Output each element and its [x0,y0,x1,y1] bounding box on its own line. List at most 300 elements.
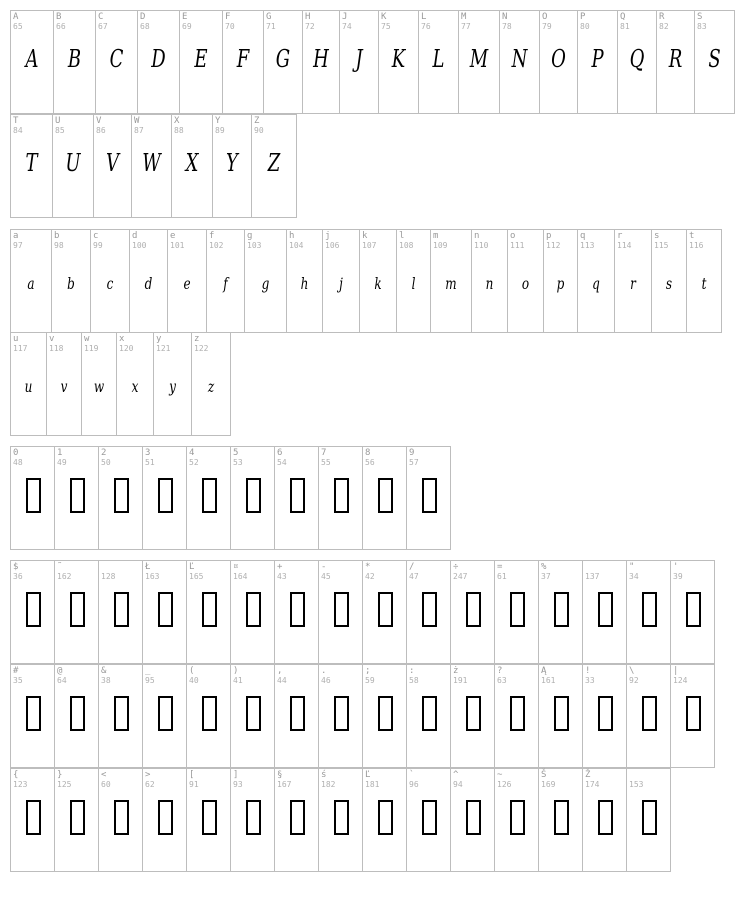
glyph-sample: T [25,149,38,177]
glyph-cell [671,665,715,768]
glyph-sample: K [391,45,406,73]
glyph-cell [319,665,363,768]
glyph-code-label: 84 [13,126,23,135]
glyph-cell [363,665,407,768]
glyph-code-label: 75 [381,22,391,31]
glyph-character-label: $ [13,562,19,572]
glyph-code-label: 70 [225,22,235,31]
glyph-code-label: 55 [321,458,331,467]
glyph-code-label: 100 [132,241,147,250]
glyph-code-label: 137 [585,572,600,581]
glyph-character-label: 2 [101,448,107,458]
glyph-character-label: 0 [13,448,19,458]
glyph-sample: m [445,274,457,293]
glyph-cell [539,769,583,872]
glyph-code-label: 247 [453,572,468,581]
glyph-cell [508,230,544,333]
glyph-sample: y [169,377,176,396]
missing-glyph-box [642,696,657,731]
glyph-character-label: Y [215,116,221,126]
glyph-cell [11,665,55,768]
glyph-code-label: 97 [13,241,23,250]
glyph-character-label: N [502,12,508,22]
missing-glyph-box [290,592,305,627]
glyph-cell [363,561,407,664]
glyph-cell [671,561,715,664]
glyph-cell [379,11,419,114]
glyph-code-label: 58 [409,676,419,685]
glyph-character-label: & [101,666,107,676]
glyph-character-label: U [55,116,61,126]
glyph-code-label: 99 [93,241,103,250]
glyph-character-label: ( [189,666,195,676]
glyph-code-label: 83 [697,22,707,31]
glyph-sample: U [65,149,81,177]
glyph-cell [407,769,451,872]
missing-glyph-box [70,478,85,513]
glyph-cell [275,769,319,872]
symbols-row-1 [10,560,715,664]
glyph-sample: C [109,45,124,73]
glyph-code-label: 153 [629,780,644,789]
glyph-code-label: 38 [101,676,111,685]
missing-glyph-box [554,800,569,835]
glyph-character-label: ˜ [57,562,63,572]
glyph-code-label: 117 [13,344,28,353]
glyph-character-label: W [134,116,140,126]
glyph-cell [99,447,143,550]
missing-glyph-box [598,696,613,731]
glyph-code-label: 113 [580,241,595,250]
glyph-code-label: 112 [546,241,561,250]
glyph-character-label: q [580,231,586,241]
glyph-character-label: c [93,231,99,241]
missing-glyph-box [334,592,349,627]
missing-glyph-box [158,592,173,627]
missing-glyph-box [26,696,41,731]
glyph-cell [275,665,319,768]
glyph-sample: A [25,45,39,73]
glyph-character-label: @ [57,666,63,676]
glyph-character-label: . [321,666,327,676]
glyph-cell [459,11,500,114]
glyph-sample: X [185,149,199,177]
glyph-cell [47,333,82,436]
missing-glyph-box [246,478,261,513]
glyph-cell [540,11,578,114]
glyph-code-label: 165 [189,572,204,581]
glyph-character-label: Ł [145,562,151,572]
glyph-character-label: ; [365,666,371,676]
glyph-cell [319,769,363,872]
glyph-sample: d [144,274,153,293]
glyph-sample: o [521,274,530,293]
glyph-sample: E [194,45,208,73]
glyph-cell [539,665,583,768]
glyph-sample: V [105,149,120,177]
glyph-character-label: K [381,12,387,22]
glyph-cell [578,11,618,114]
glyph-code-label: 47 [409,572,419,581]
glyph-character-label: % [541,562,547,572]
missing-glyph-box [290,696,305,731]
glyph-code-label: 109 [433,241,448,250]
glyph-code-label: 163 [145,572,160,581]
glyph-code-label: 69 [182,22,192,31]
glyph-cell [223,11,264,114]
glyph-code-label: 96 [409,780,419,789]
missing-glyph-box [246,800,261,835]
missing-glyph-box [114,592,129,627]
glyph-code-label: 119 [84,344,99,353]
glyph-cell [340,11,379,114]
glyph-sample: B [67,45,82,73]
glyph-cell [55,665,99,768]
glyph-cell [627,665,671,768]
glyph-character-label: f [209,231,215,241]
glyph-code-label: 52 [189,458,199,467]
missing-glyph-box [246,696,261,731]
glyph-sample: z [207,377,215,396]
glyph-sample: L [432,45,445,73]
uppercase-row-1 [10,10,735,114]
glyph-character-label: 1 [57,448,63,458]
glyph-character-label: A [13,12,19,22]
glyph-code-label: 48 [13,458,23,467]
missing-glyph-box [466,696,481,731]
glyph-code-label: 174 [585,780,600,789]
missing-glyph-box [378,696,393,731]
glyph-character-label: C [98,12,104,22]
glyph-code-label: 82 [659,22,669,31]
glyph-character-label: v [49,334,55,344]
glyph-sample: Q [629,45,645,73]
glyph-cell [652,230,687,333]
glyph-character-label: x [119,334,125,344]
glyph-code-label: 118 [49,344,64,353]
glyph-character-label: D [140,12,146,22]
missing-glyph-box [202,800,217,835]
glyph-character-label: d [132,231,138,241]
glyph-cell [91,230,130,333]
glyph-sample: j [339,274,343,293]
missing-glyph-box [466,800,481,835]
glyph-sample: H [313,45,329,73]
glyph-code-label: 77 [461,22,471,31]
missing-glyph-box [290,478,305,513]
glyph-code-label: 71 [266,22,276,31]
glyph-cell [213,115,252,218]
glyph-code-label: 60 [101,780,111,789]
glyph-character-label: m [433,231,439,241]
missing-glyph-box [686,592,701,627]
glyph-character-label: e [170,231,176,241]
glyph-character-label: \ [629,666,635,676]
glyph-code-label: 90 [254,126,264,135]
glyph-sample: c [106,274,114,293]
glyph-code-label: 61 [497,572,507,581]
glyph-character-label: z [194,334,200,344]
glyph-character-label: * [365,562,371,572]
glyph-code-label: 72 [305,22,315,31]
glyph-cell [55,561,99,664]
glyph-character-label: n [474,231,480,241]
glyph-character-label: h [289,231,295,241]
lowercase-row-1 [10,229,722,333]
symbols-row-2 [10,664,715,768]
glyph-character-label: y [156,334,162,344]
glyph-code-label: 123 [13,780,28,789]
glyph-character-label: Q [620,12,626,22]
glyph-sample: O [551,45,566,73]
glyph-character-label: ' [673,562,679,572]
glyph-code-label: 51 [145,458,155,467]
glyph-character-label: s [654,231,660,241]
missing-glyph-box [598,800,613,835]
glyph-character-label: a [13,231,19,241]
glyph-code-label: 121 [156,344,171,353]
glyph-code-label: 91 [189,780,199,789]
glyph-character-label: [ [189,770,195,780]
glyph-sample: S [708,45,721,73]
glyph-character-label: J [342,12,348,22]
glyph-cell [451,561,495,664]
glyph-code-label: 92 [629,676,639,685]
glyph-character-label: w [84,334,90,344]
glyph-code-label: 89 [215,126,225,135]
glyph-code-label: 76 [421,22,431,31]
glyph-code-label: 50 [101,458,111,467]
glyph-character-label: P [580,12,586,22]
glyph-code-label: 68 [140,22,150,31]
missing-glyph-box [510,696,525,731]
glyph-cell [138,11,180,114]
glyph-character-label: B [56,12,62,22]
glyph-cell [52,230,91,333]
glyph-cell [363,447,407,550]
glyph-character-label: > [145,770,151,780]
glyph-code-label: 161 [541,676,556,685]
glyph-cell [500,11,540,114]
glyph-code-label: 87 [134,126,144,135]
glyph-code-label: 110 [474,241,489,250]
missing-glyph-box [422,800,437,835]
missing-glyph-box [246,592,261,627]
glyph-character-label: E [182,12,188,22]
glyph-cell [407,665,451,768]
missing-glyph-box [554,696,569,731]
glyph-sample: g [261,274,270,293]
glyph-cell [168,230,207,333]
glyph-code-label: 59 [365,676,375,685]
glyph-character-label: 9 [409,448,415,458]
glyph-cell [451,665,495,768]
glyph-code-label: 95 [145,676,155,685]
glyph-code-label: 66 [56,22,66,31]
glyph-character-label: { [13,770,19,780]
glyph-code-label: 62 [145,780,155,789]
glyph-cell [207,230,245,333]
glyph-cell [472,230,508,333]
glyph-code-label: 43 [277,572,287,581]
glyph-cell [11,447,55,550]
glyph-character-label: ÷ [453,562,459,572]
glyph-cell [99,561,143,664]
glyph-code-label: 104 [289,241,304,250]
glyph-code-label: 37 [541,572,551,581]
glyph-cell [180,11,223,114]
glyph-cell [451,769,495,872]
glyph-cell [187,769,231,872]
glyph-cell [94,115,132,218]
glyph-code-label: 63 [497,676,507,685]
glyph-cell [99,769,143,872]
glyph-cell [55,769,99,872]
glyph-sample: Z [267,149,281,177]
glyph-sample: J [355,45,363,73]
glyph-code-label: 64 [57,676,67,685]
glyph-code-label: 41 [233,676,243,685]
glyph-sample: G [275,45,291,73]
glyph-sample: s [665,274,673,293]
glyph-character-label: u [13,334,19,344]
glyph-character-label: " [629,562,635,572]
glyph-character-label: # [13,666,19,676]
glyph-cell [11,11,54,114]
missing-glyph-box [290,800,305,835]
glyph-character-label: Ľ [189,562,195,572]
glyph-character-label: : [409,666,415,676]
missing-glyph-box [114,696,129,731]
glyph-cell [99,665,143,768]
glyph-cell [130,230,168,333]
glyph-cell [172,115,213,218]
glyph-cell [407,561,451,664]
glyph-code-label: 162 [57,572,72,581]
glyph-character-label: § [277,770,283,780]
glyph-code-label: 49 [57,458,67,467]
glyph-character-label: = [497,562,503,572]
glyph-code-label: 101 [170,241,185,250]
glyph-cell [360,230,397,333]
glyph-cell [431,230,472,333]
glyph-cell [55,447,99,550]
glyph-character-label: j [325,231,331,241]
glyph-code-label: 125 [57,780,72,789]
missing-glyph-box [26,478,41,513]
missing-glyph-box [466,592,481,627]
missing-glyph-box [686,696,701,731]
missing-glyph-box [158,800,173,835]
glyph-code-label: 65 [13,22,23,31]
missing-glyph-box [70,592,85,627]
glyph-code-label: 102 [209,241,224,250]
glyph-code-label: 128 [101,572,116,581]
glyph-character-label: 5 [233,448,239,458]
glyph-character-label: t [689,231,695,241]
glyph-sample: t [701,274,707,293]
glyph-code-label: 108 [399,241,414,250]
glyph-cell [615,230,652,333]
glyph-sample: k [374,274,382,293]
glyph-code-label: 94 [453,780,463,789]
glyph-character-label: 6 [277,448,283,458]
symbols-row-3 [10,768,671,872]
glyph-code-label: 44 [277,676,287,685]
glyph-character-label: Ľ [365,770,371,780]
missing-glyph-box [642,592,657,627]
missing-glyph-box [334,478,349,513]
glyph-sample: x [131,377,139,396]
glyph-character-label: O [542,12,548,22]
glyph-code-label: 67 [98,22,108,31]
missing-glyph-box [642,800,657,835]
glyph-code-label: 167 [277,780,292,789]
glyph-code-label: 106 [325,241,340,250]
missing-glyph-box [158,696,173,731]
glyph-cell [187,447,231,550]
glyph-character-label: ż [453,666,459,676]
glyph-cell [192,333,231,436]
glyph-cell [319,561,363,664]
glyph-cell [275,561,319,664]
missing-glyph-box [334,696,349,731]
glyph-cell [245,230,287,333]
glyph-code-label: 98 [54,241,64,250]
glyph-cell [578,230,615,333]
missing-glyph-box [114,800,129,835]
glyph-code-label: 80 [580,22,590,31]
glyph-sample: F [236,45,250,73]
glyph-cell [252,115,297,218]
glyph-cell [618,11,657,114]
glyph-character-label: < [101,770,107,780]
glyph-code-label: 122 [194,344,209,353]
missing-glyph-box [26,800,41,835]
glyph-code-label: 115 [654,241,669,250]
missing-glyph-box [378,592,393,627]
glyph-character-label: G [266,12,272,22]
glyph-code-label: 191 [453,676,468,685]
glyph-character-label: ` [409,770,415,780]
glyph-cell [363,769,407,872]
glyph-character-label: g [247,231,253,241]
glyph-character-label: o [510,231,516,241]
glyph-character-label: Ą [541,666,547,676]
glyph-code-label: 46 [321,676,331,685]
glyph-cell [231,665,275,768]
glyph-cell [264,11,303,114]
missing-glyph-box [422,478,437,513]
glyph-code-label: 107 [362,241,377,250]
glyph-cell [132,115,172,218]
glyph-cell [143,665,187,768]
glyph-code-label: 56 [365,458,375,467]
glyph-code-label: 111 [510,241,525,250]
glyph-code-label: 36 [13,572,23,581]
glyph-character-label: ] [233,770,239,780]
glyph-cell [143,769,187,872]
glyph-sample: u [24,377,33,396]
glyph-cell [143,447,187,550]
glyph-sample: M [469,45,489,73]
glyph-cell [231,769,275,872]
glyph-code-label: 74 [342,22,352,31]
glyph-sample: e [183,274,191,293]
missing-glyph-box [598,592,613,627]
glyph-character-label: ? [497,666,503,676]
missing-glyph-box [422,592,437,627]
